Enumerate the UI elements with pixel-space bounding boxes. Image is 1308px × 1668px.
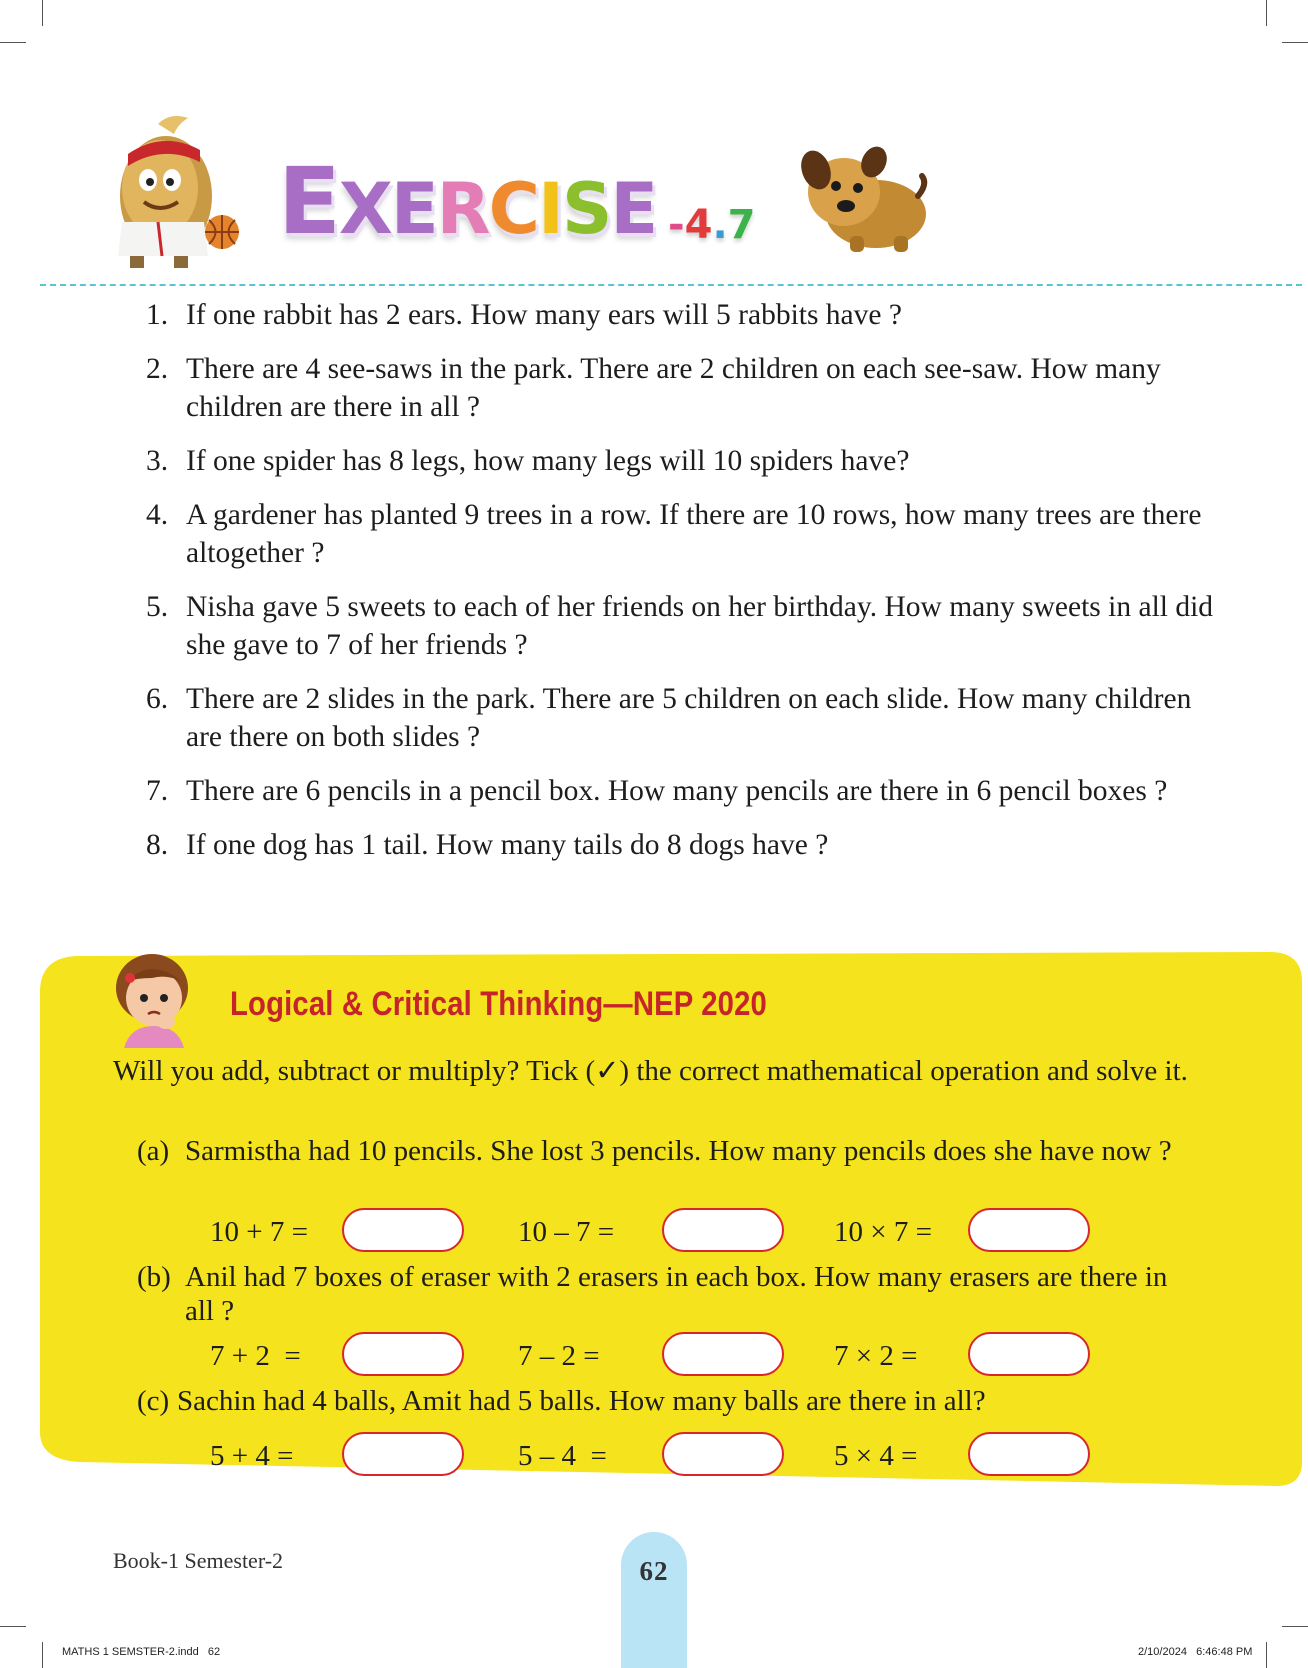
answer-box[interactable] <box>968 1208 1090 1252</box>
crop-mark <box>1266 0 1267 26</box>
title-number-char: 4 <box>684 202 713 248</box>
question-item <box>146 442 1226 480</box>
page-number-tab <box>621 1532 687 1668</box>
sub-question-label: (c) <box>137 1385 170 1417</box>
answer-box[interactable] <box>662 1332 784 1376</box>
question-item <box>146 350 1226 426</box>
crop-mark <box>0 42 26 43</box>
question-item <box>146 496 1226 572</box>
title-letter: E <box>610 168 657 250</box>
question-number: 1. <box>146 299 169 331</box>
thinking-girl-illustration <box>108 948 200 1048</box>
sub-question-c <box>137 1384 1197 1418</box>
exercise-title <box>278 148 818 268</box>
title-number-char: . <box>712 202 728 248</box>
question-item <box>146 826 1226 864</box>
crop-mark <box>1266 1642 1267 1668</box>
question-number: 8. <box>146 829 169 861</box>
question-text: If one dog has 1 tail. How many tails do 8 dogs have ? <box>186 829 829 861</box>
answer-box[interactable] <box>662 1432 784 1476</box>
print-slug-file: MATHS 1 SEMSTER-2.indd 62 <box>62 1646 221 1658</box>
crop-mark <box>42 1642 43 1668</box>
sub-question-label: (a) <box>137 1135 170 1167</box>
operation-option: 10 × 7 = <box>834 1216 932 1248</box>
title-letter: E <box>390 168 437 250</box>
crop-mark <box>42 0 43 26</box>
operation-option: 7 + 2 = <box>210 1340 301 1372</box>
print-slug-timestamp: 2/10/2024 6:46:48 PM <box>1138 1646 1253 1658</box>
question-item <box>146 588 1226 664</box>
title-letter: X <box>338 168 391 250</box>
answer-box[interactable] <box>968 1432 1090 1476</box>
crop-mark <box>0 1626 26 1627</box>
dog-toy-illustration <box>800 144 930 256</box>
sub-question-text: Sarmistha had 10 pencils. She lost 3 pencils. How many pencils does she have now ? <box>185 1135 1172 1167</box>
question-number: 3. <box>146 445 169 477</box>
question-list <box>146 296 1226 864</box>
operation-option: 5 × 4 = <box>834 1440 918 1472</box>
instruction-text: Will you add, subtract or multiply? Tick (✓) the correct mathematical operation and solve it. <box>113 1055 1188 1087</box>
sub-question-b <box>137 1260 1197 1328</box>
answer-box[interactable] <box>968 1332 1090 1376</box>
page-number: 62 <box>639 1556 669 1586</box>
sub-question-text: Sachin had 4 balls, Amit had 5 balls. How many balls are there in all? <box>177 1385 986 1417</box>
operation-option: 5 + 4 = <box>210 1440 294 1472</box>
title-letter: I <box>537 168 562 250</box>
question-text: There are 4 see-saws in the park. There are 2 children on each see-saw. How many children are there in all ? <box>186 353 1161 423</box>
sub-question-a <box>137 1134 1197 1168</box>
question-text: A gardener has planted 9 trees in a row. If there are 10 rows, how many trees are there altogether ? <box>186 499 1202 569</box>
title-letter: R <box>436 168 489 250</box>
question-text: There are 2 slides in the park. There are 5 children on each slide. How many children are there on both slides ? <box>186 683 1192 753</box>
question-number: 6. <box>146 683 169 715</box>
question-number: 5. <box>146 591 169 623</box>
question-number: 2. <box>146 353 169 385</box>
operation-row-b <box>0 1332 1308 1382</box>
operation-option: 7 × 2 = <box>834 1340 918 1372</box>
crop-mark <box>1282 42 1308 43</box>
potato-mascot-illustration <box>108 110 253 270</box>
question-text: There are 6 pencils in a pencil box. How many pencils are there in 6 pencil boxes ? <box>186 775 1168 807</box>
question-item <box>146 772 1226 810</box>
question-item <box>146 296 1226 334</box>
operation-option: 5 – 4 = <box>518 1440 607 1472</box>
question-number: 4. <box>146 499 169 531</box>
answer-box[interactable] <box>342 1208 464 1252</box>
question-number: 7. <box>146 775 169 807</box>
operation-option: 10 – 7 = <box>518 1216 615 1248</box>
title-letter: C <box>488 168 538 250</box>
question-text: If one rabbit has 2 ears. How many ears will 5 rabbits have ? <box>186 299 902 331</box>
operation-row-c <box>0 1432 1308 1482</box>
crop-mark <box>1282 1626 1308 1627</box>
title-letter: E <box>278 148 339 255</box>
operation-row-a <box>0 1208 1308 1258</box>
answer-box[interactable] <box>342 1432 464 1476</box>
section-title: Logical & Critical Thinking—NEP 2020 <box>230 985 767 1023</box>
sub-question-label: (b) <box>137 1261 171 1293</box>
answer-box[interactable] <box>662 1208 784 1252</box>
title-letter: S <box>562 168 611 250</box>
answer-box[interactable] <box>342 1332 464 1376</box>
book-label: Book-1 Semester-2 <box>113 1548 284 1573</box>
title-number-char: 7 <box>727 202 756 248</box>
operation-option: 7 – 2 = <box>518 1340 600 1372</box>
sub-question-text: Anil had 7 boxes of eraser with 2 erasers in each box. How many erasers are there in all ? <box>185 1261 1168 1327</box>
question-item <box>146 680 1226 756</box>
header-divider <box>40 284 1302 286</box>
question-text: If one spider has 8 legs, how many legs will 10 spiders have? <box>186 445 910 477</box>
exercise-number <box>668 202 756 248</box>
title-number-char: - <box>668 202 685 248</box>
operation-option: 10 + 7 = <box>210 1216 308 1248</box>
title-word <box>278 148 656 255</box>
question-text: Nisha gave 5 sweets to each of her friends on her birthday. How many sweets in all did she gave to 7 of her friends ? <box>186 591 1214 661</box>
